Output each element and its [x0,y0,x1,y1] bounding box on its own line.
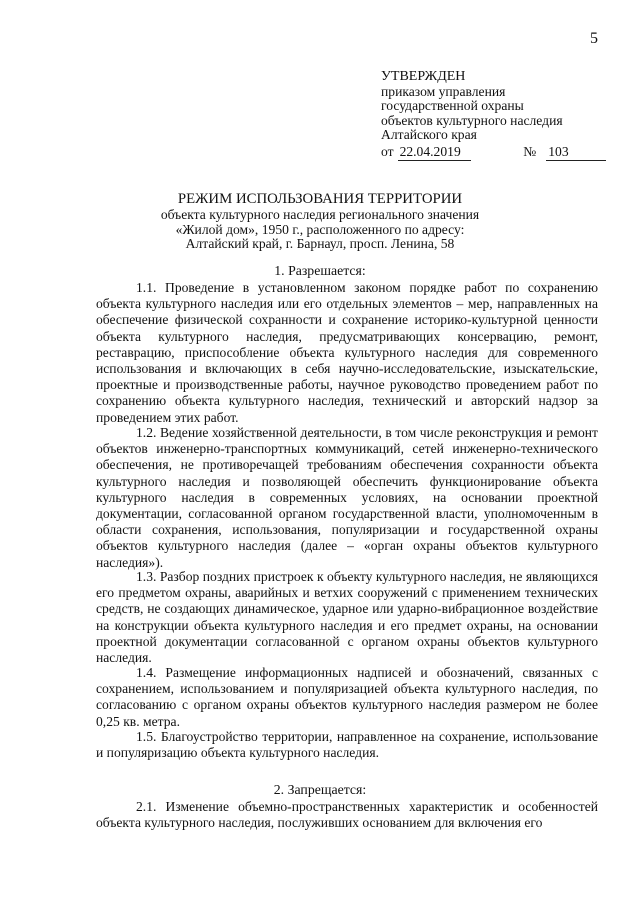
approval-line: объектов культурного наследия [381,112,563,128]
approval-line: государственной охраны [381,98,524,114]
number-value: 103 [546,145,606,161]
section-heading-permitted: 1. Разрешается: [274,263,366,278]
paragraph-1-4: 1.4. Размещение информационных надписей и обозначений, связанных с сохранением, использованием и популяризацией объекта культурного наследия, по согласованию с органом охраны объектов культурного наследия размером не более 0,25 кв. метра. [96,665,598,729]
section-heading-prohibited: 2. Запрещается: [273,782,367,797]
approval-line: Алтайского края [381,127,477,143]
date-value: 22.04.2019 [398,145,472,161]
paragraph-1-3: 1.3. Разбор поздних пристроек к объекту культурного наследия, не являющихся его предметом охраны, аварийных и ветхих сооружений с применением технических средств, не создающих динамическое, ударное или ударно-вибрационное воздействие на конструкции объекта культурного наследия и его предмет охраны, на основании проектной документации согласованной с органом охраны объектов культурного наследия. [96,569,598,666]
paragraph-1-1: 1.1. Проведение в установленном законом порядке работ по сохранению объекта культурного наследия или его отдельных элементов – мер, направленных на обеспечение физической сохранности и сохранение историко-культурной ценности объекта культурного наследия, предусматривающих консервацию, ремонт, реставрацию, приспособление объекта культурного наследия для современного использования и включающих в себя научно-исследовательские, изыскательские, проектные и производственные работы, научное руководство проведением работ по сохранению объекта культурного наследия, технический и авторский надзор за проведением этих работ. [96,280,598,425]
title-subline: «Жилой дом», 1950 г., расположенного по адресу: [175,221,465,237]
paragraph-1-2: 1.2. Ведение хозяйственной деятельности, в том числе реконструкция и ремонт объектов инженерно-транспортных коммуникаций, сетей инженерно-технического обеспечения, не противоречащей требованиям обеспечения сохранности объекта культурного наследия и позволяющей обеспечить функционирование объекта культурного наследия в современных условиях, на основании проектной документации, согласованной органом государственной власти, уполномоченным в области сохранения, использования, популяризации и государственной охраны объектов культурного наследия (далее – «орган охраны объектов культурного наследия»). [96,425,598,570]
page-number: 5 [590,30,598,47]
date-label: от [381,143,394,159]
title-main: РЕЖИМ ИСПОЛЬЗОВАНИЯ ТЕРРИТОРИИ [177,191,463,207]
paragraph-2-1: 2.1. Изменение объемно-пространственных характеристик и особенностей объекта культурного наследия, послуживших основанием для включения его [96,799,598,831]
approval-stamp [381,70,606,161]
approval-line: приказом управления [381,83,506,99]
approval-heading: УТВЕРЖДЕН [381,69,466,84]
paragraph-1-5: 1.5. Благоустройство территории, направленное на сохранение, использование и популяризацию объекта культурного наследия. [96,729,598,761]
number-label: № [523,143,537,159]
title-subline: Алтайский край, г. Барнаул, просп. Ленина, 58 [185,236,455,252]
document-title [0,191,640,252]
title-subline: объекта культурного наследия регионального значения [160,207,480,222]
approval-date-number-row [381,145,606,161]
